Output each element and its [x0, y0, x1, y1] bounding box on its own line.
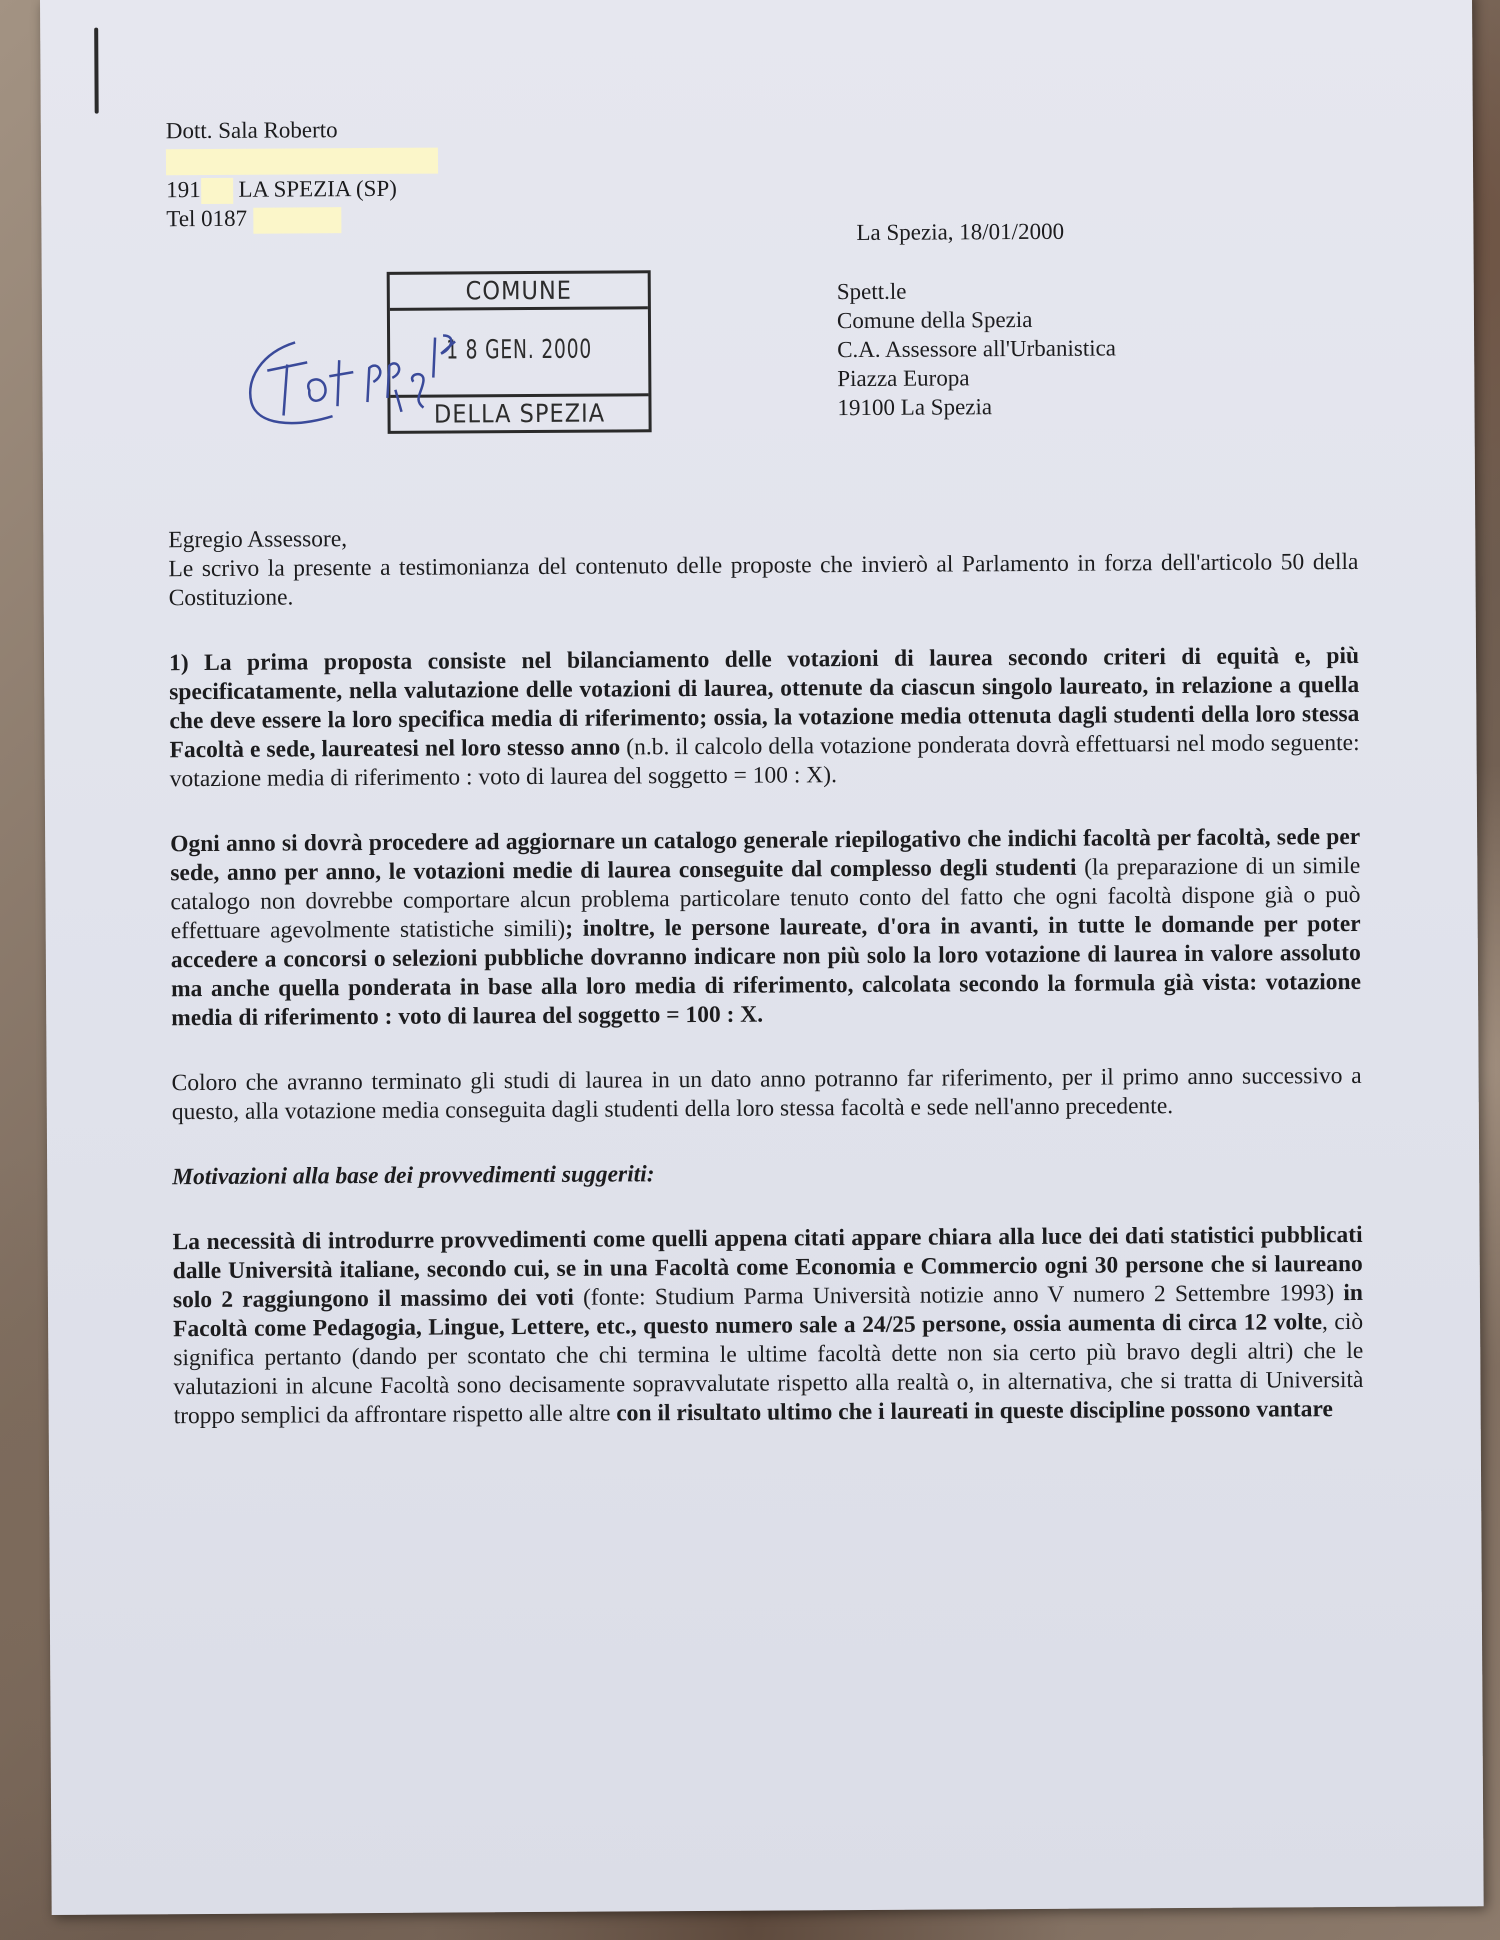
recipient-block [837, 275, 1117, 422]
intro-paragraph: Le scrivo la presente a testimonianza del contenuto delle proposte che invierò al Parlamento in forza dell'articolo 50 della Costituzione. [168, 548, 1359, 612]
handwritten-note [237, 319, 463, 440]
motivation-source: (fonte: Studium Parma Università notizie anno V numero 2 Settembre 1993) [573, 1280, 1344, 1311]
letter-sheet [40, 0, 1484, 1915]
stamp-date: 1 8 GEN. 2000 [446, 334, 593, 366]
recipient-line: C.A. Assessore all'Urbanistica [837, 335, 1117, 363]
stamp-bottom: DELLA SPEZIA [390, 393, 648, 431]
reference-year-paragraph: Coloro che avranno terminato gli studi di laurea in un dato anno potranno far riferimento, per il primo anno successivo a questo, alla votazione media conseguita dagli studenti della loro stessa facoltà e sede nell'anno precedente. [171, 1062, 1362, 1126]
sender-city: LA SPEZIA (SP) [238, 175, 397, 202]
motivations-heading: Motivazioni alla base dei provvedimenti suggeriti: [172, 1161, 655, 1191]
motivation-bold-1: La necessità di introdurre provvedimenti come quelli appena citati appare chiara alla luce dei dati statistici pubblicati dalle Università italiane, secondo cui, se in una Facoltà come Economia e Commercio ogni 30 persone che si laureano solo 2 raggiungono il massimo dei voti [172, 1221, 1363, 1314]
recipient-line: Comune della Spezia [836, 306, 1033, 334]
phone-prefix: Tel 0187 [166, 206, 248, 232]
motivation-bold-3: con il risultato ultimo che i laureati in queste discipline possono vantare [616, 1396, 1333, 1427]
catalog-paragraph [170, 823, 1361, 1033]
letter-content [165, 109, 1364, 1430]
motivation-bold-2: in Facoltà come Pedagogia, Lingue, Lettere, etc., questo numero sale a 24/25 persone, ossia aumenta di circa 12 volte [173, 1279, 1364, 1343]
stamp-top: COMUNE [390, 273, 648, 311]
motivation-text: , ciò significa pertanto (dando per scontato che chi termina le ultime facoltà dette non sia certo più bravo degli altri) che le valutazioni in alcune Facoltà sono decisamente sopravvalutate rispetto alla realtà o, in alternativa, che si tratta di Università troppo semplici da affrontare rispetto alle altre [173, 1308, 1364, 1430]
proposal-paragraph [169, 642, 1360, 794]
postcode-prefix: 191 [166, 176, 201, 202]
catalog-note: (la preparazione di un simile catalogo non dovrebbe comportare alcun problema particolare tenuto conto del fatto che ogni facoltà dispone già o può effettuare agevolmente statistiche simili) [170, 852, 1361, 945]
recipient-line: Spett.le [836, 278, 907, 305]
catalog-bold-2: ; inoltre, le persone laureate, d'ora in avanti, in tutte le domande per poter accedere a concorsi o selezioni pubbliche dovranno indicare non più solo la loro votazione di laurea in valore assoluto ma anche quella ponderata in base alla loro media di riferimento, calcolata secondo la formula già vista: votazione media di riferimento : voto di laurea del soggetto = 100 : X. [170, 910, 1362, 1032]
letter-body [168, 519, 1364, 1467]
letter-date: La Spezia, 18/01/2000 [856, 218, 1065, 246]
sender-block [166, 109, 1357, 234]
recipient-line: 19100 La Spezia [837, 394, 993, 421]
pen-mark [94, 28, 99, 114]
proposal-bold: 1) La prima proposta consiste nel bilanciamento delle votazioni di laurea secondo criteri di equità e, più specificatamente, nella valutazione delle votazioni di laurea, ottenute da ciascun singolo laureato, in relazione a quella che deve essere la loro specifica media di riferimento; ossia, la votazione media ottenuta dagli studenti della loro stessa Facoltà e sede, laureatesi nel loro stesso anno [168, 642, 1360, 764]
salutation: Egregio Assessore, [168, 526, 348, 554]
catalog-bold-1: Ogni anno si dovrà procedere ad aggiornare un catalogo generale riepilogativo che indichi facoltà per facoltà, sede per sede, anno per anno, le votazioni medie di laurea conseguite dal complesso degli studenti [170, 823, 1361, 887]
sender-name: Dott. Sala Roberto [165, 117, 338, 144]
motivations-paragraph [173, 1221, 1364, 1431]
proposal-note: (n.b. il calcolo della votazione ponderata dovrà effettuarsi nel modo seguente: votazione media di riferimento : voto di laurea del soggetto = 100 : X). [169, 729, 1360, 793]
recipient-line: Piazza Europa [837, 365, 970, 392]
